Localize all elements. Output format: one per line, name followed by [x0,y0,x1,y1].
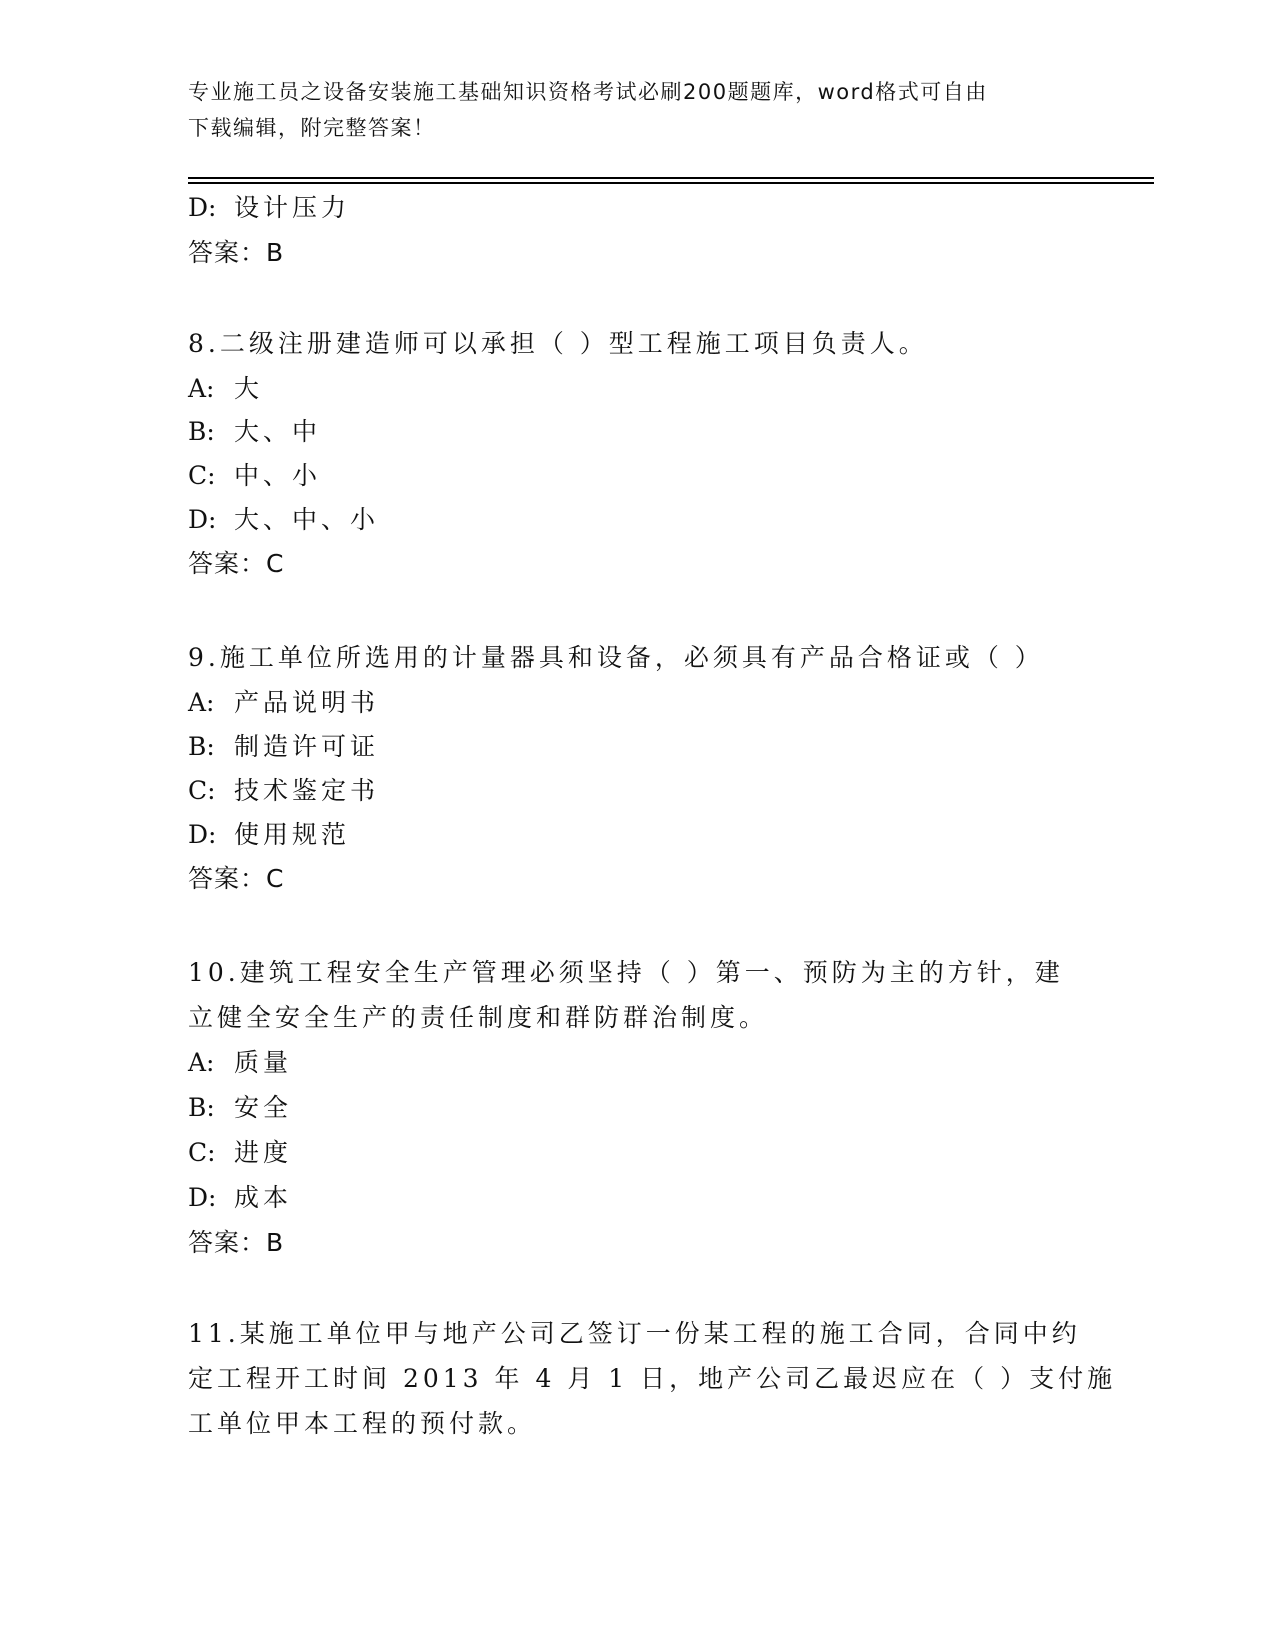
option-text: 产品说明书 [234,688,380,717]
header-title-line-2: 下载编辑，附完整答案！ [188,116,436,140]
q7-option-d [188,192,350,224]
option-letter: C: [188,1138,216,1167]
q7-answer: 答案：B [188,238,285,267]
q9-stem: 9.施工单位所选用的计量器具和设备，必须具有产品合格证或（ ） [188,643,1044,672]
document-header [188,74,1068,146]
option-text: 技术鉴定书 [234,776,380,805]
q10-stem-line-1: 10.建筑工程安全生产管理必须坚持（ ）第一、预防为主的方针，建 [188,958,1064,987]
option-letter: D: [188,505,217,534]
q9-option-b [188,731,379,763]
option-text: 大、中、小 [234,505,380,534]
option-letter: B: [188,417,215,446]
option-letter: D: [188,1183,217,1212]
q10-option-c [188,1137,292,1169]
header-title-line-1: 专业施工员之设备安装施工基础知识资格考试必刷200题题库，word格式可自由 [188,80,988,104]
header-divider-top [188,177,1154,179]
q11-stem-line-2: 定工程开工时间 2013 年 4 月 1 日，地产公司乙最迟应在（ ）支付施 [188,1364,1117,1393]
option-letter: B: [188,732,215,761]
q9-option-d [188,819,350,851]
q8-option-c [188,460,321,492]
q8-option-d [188,504,379,536]
option-letter: D: [188,193,217,222]
option-letter: A: [188,688,215,717]
option-letter: B: [188,1093,215,1122]
option-text: 进度 [234,1138,293,1167]
option-letter: A: [188,1048,215,1077]
q10-option-b [188,1092,292,1124]
option-letter: C: [188,461,216,490]
q8-answer: 答案：C [188,549,285,578]
option-text: 中、小 [234,461,322,490]
q10-answer: 答案：B [188,1228,285,1257]
q11-stem-line-1: 11.某施工单位甲与地产公司乙签订一份某工程的施工合同，合同中约 [188,1319,1081,1348]
q8-option-a [188,373,263,405]
option-text: 成本 [234,1183,293,1212]
option-letter: D: [188,820,217,849]
option-text: 质量 [234,1048,293,1077]
q8-stem: 8.二级注册建造师可以承担（ ）型工程施工项目负责人。 [188,329,928,358]
option-text: 大、中 [234,417,322,446]
option-text: 大 [234,374,264,403]
q9-option-c [188,775,379,807]
q9-option-a [188,687,379,719]
option-text: 安全 [234,1093,293,1122]
q10-option-d [188,1182,292,1214]
q10-stem-line-2: 立健全安全生产的责任制度和群防群治制度。 [188,1003,769,1032]
q8-option-b [188,416,321,448]
option-text: 制造许可证 [234,732,380,761]
option-text: 使用规范 [234,820,351,849]
option-text: 设计压力 [234,193,351,222]
header-divider-bottom [188,182,1154,184]
q11-stem-line-3: 工单位甲本工程的预付款。 [188,1409,537,1438]
q10-option-a [188,1047,292,1079]
q9-answer: 答案：C [188,864,285,893]
option-letter: C: [188,776,216,805]
option-letter: A: [188,374,215,403]
